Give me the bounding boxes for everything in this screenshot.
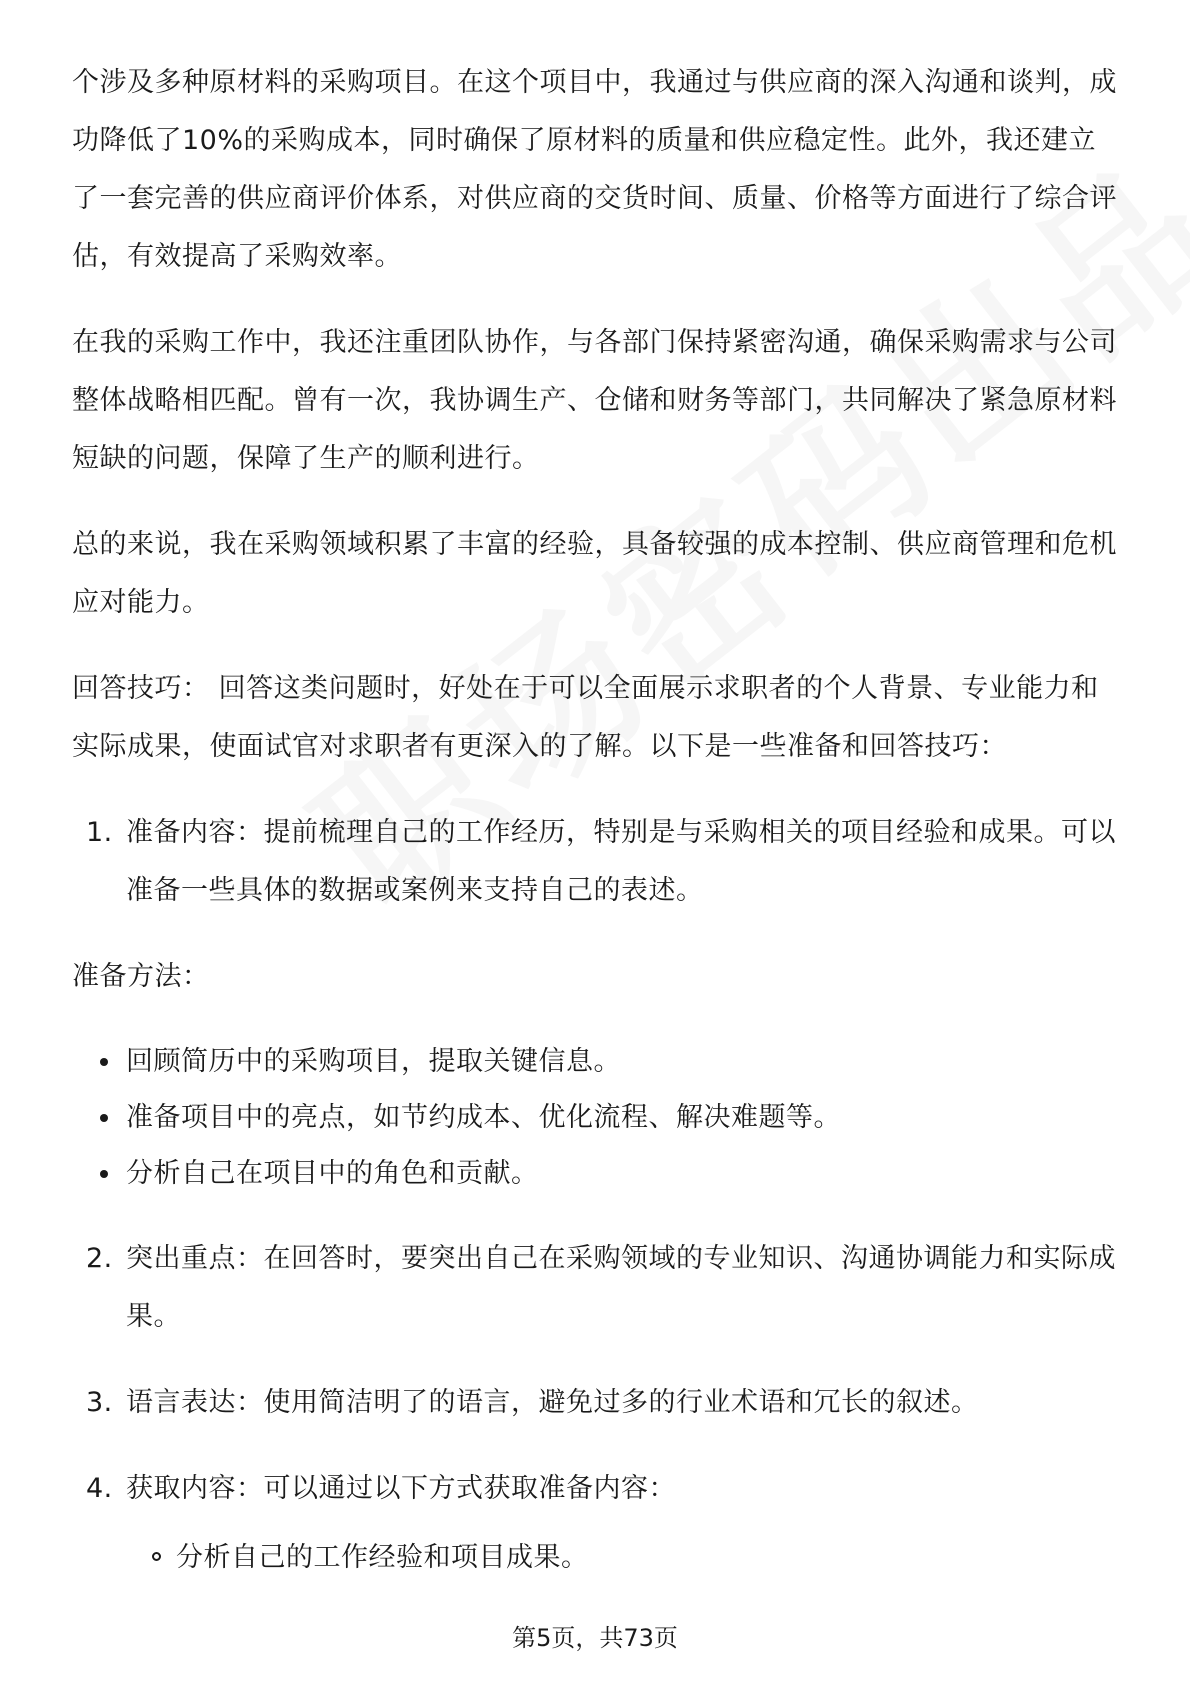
method-heading: 准备方法： <box>72 961 210 992</box>
circle-bullet-icon <box>152 1552 161 1561</box>
ordered-list-part1 <box>72 804 1122 920</box>
paragraph-teamwork: 在我的采购工作中，我还注重团队协作，与各部门保持紧密沟通，确保采购需求与公司整体战略相匹配。曾有一次，我协调生产、仓储和财务等部门，共同解决了紧急原材料短缺的问题，保障了生产的顺利进行。 <box>72 327 1117 474</box>
list-item-obtain-content <box>72 1460 1122 1518</box>
page-footer: 第5页，共73页 <box>512 1624 678 1652</box>
ordered-list-part2 <box>72 1230 1122 1518</box>
list-item-text: 准备内容：提前梳理自己的工作经历，特别是与采购相关的项目经验和成果。可以准备一些具体的数据或案例来支持自己的表述。 <box>126 817 1116 906</box>
list-number: 2. <box>86 1243 113 1274</box>
list-item-prepare-content <box>72 804 1122 920</box>
list-item-highlight <box>72 1230 1122 1346</box>
sub-bullet-list <box>72 1530 1122 1586</box>
list-item-text: 突出重点：在回答时，要突出自己在采购领域的专业知识、沟通协调能力和实际成果。 <box>126 1243 1116 1332</box>
bullet-dot-icon <box>100 1114 108 1122</box>
bullet-text: 回顾简历中的采购项目，提取关键信息。 <box>126 1046 621 1077</box>
list-number: 3. <box>86 1387 113 1418</box>
bullet-item <box>72 1034 1122 1090</box>
bullet-list <box>72 1034 1122 1202</box>
bullet-item <box>72 1090 1122 1146</box>
paragraph-project-experience: 个涉及多种原材料的采购项目。在这个项目中，我通过与供应商的深入沟通和谈判，成功降低了10%的采购成本，同时确保了原材料的质量和供应稳定性。此外，我还建立了一套完善的供应商评价体系，对供应商的交货时间、质量、价格等方面进行了综合评估，有效提高了采购效率。 <box>72 67 1117 272</box>
list-item-text: 获取内容：可以通过以下方式获取准备内容： <box>126 1473 676 1504</box>
list-item-language <box>72 1374 1122 1432</box>
bullet-text: 准备项目中的亮点，如节约成本、优化流程、解决难题等。 <box>126 1102 841 1133</box>
page-content <box>72 54 1122 1586</box>
bullet-item <box>72 1146 1122 1202</box>
list-number: 4. <box>86 1473 113 1504</box>
paragraph-answer-tips: 回答技巧： 回答这类问题时，好处在于可以全面展示求职者的个人背景、专业能力和实际成果，使面试官对求职者有更深入的了解。以下是一些准备和回答技巧： <box>72 673 1099 762</box>
paragraph-summary: 总的来说，我在采购领域积累了丰富的经验，具备较强的成本控制、供应商管理和危机应对能力。 <box>72 529 1117 618</box>
sub-bullet-text: 分析自己的工作经验和项目成果。 <box>176 1542 589 1573</box>
bullet-dot-icon <box>100 1058 108 1066</box>
list-item-text: 语言表达：使用简洁明了的语言，避免过多的行业术语和冗长的叙述。 <box>126 1387 979 1418</box>
list-number: 1. <box>86 817 113 848</box>
sub-bullet-item <box>72 1530 1122 1586</box>
bullet-dot-icon <box>100 1170 108 1178</box>
bullet-text: 分析自己在项目中的角色和贡献。 <box>126 1158 539 1189</box>
